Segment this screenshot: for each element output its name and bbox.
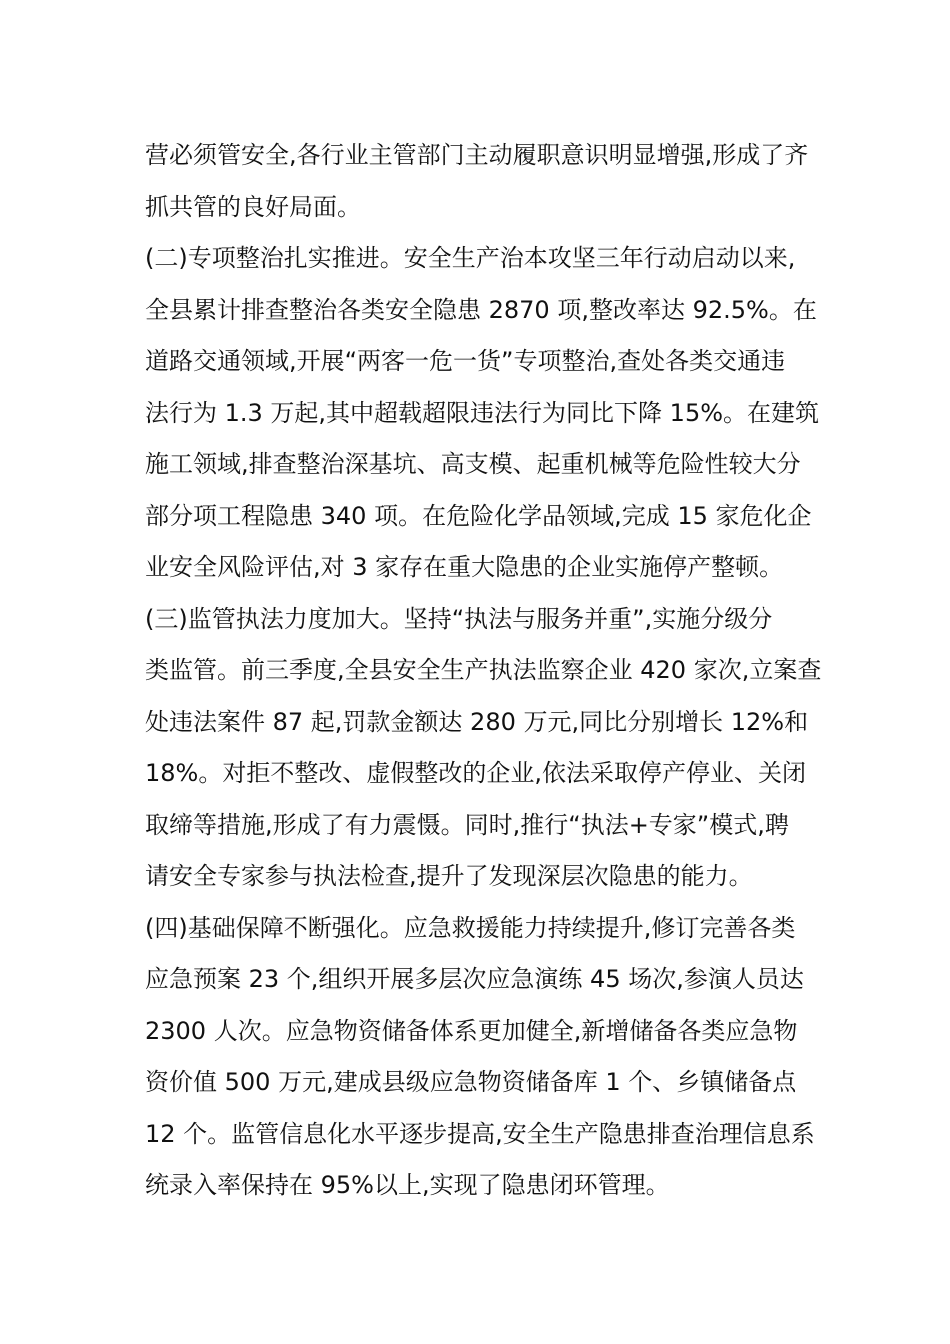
text-line: 12 个。监管信息化水平逐步提高,安全生产隐患排查治理信息系 bbox=[145, 1119, 815, 1148]
text-line: 取缔等措施,形成了有力震慑。同时,推行“执法+专家”模式,聘 bbox=[145, 810, 789, 839]
document-body bbox=[145, 130, 822, 1212]
text-line: 抓共管的良好局面。 bbox=[145, 192, 361, 221]
text-line: 处违法案件 87 起,罚款金额达 280 万元,同比分别增长 12%和 bbox=[145, 707, 809, 736]
text-line: 道路交通领域,开展“两客一危一货”专项整治,查处各类交通违 bbox=[145, 347, 786, 375]
text-line: 施工领域,排查整治深基坑、高支模、起重机械等危险性较大分 bbox=[145, 450, 801, 478]
section-heading-line: (三)监管执法力度加大。坚持“执法与服务并重”,实施分级分 bbox=[145, 604, 773, 633]
text-line: 营必须管安全,各行业主管部门主动履职意识明显增强,形成了齐 bbox=[145, 141, 809, 169]
text-line: 应急预案 23 个,组织开展多层次应急演练 45 场次,参演人员达 bbox=[145, 965, 804, 993]
text-line: 资价值 500 万元,建成县级应急物资储备库 1 个、乡镇储备点 bbox=[145, 1068, 797, 1096]
text-line: 部分项工程隐患 340 项。在危险化学品领域,完成 15 家危化企 bbox=[145, 501, 812, 530]
text-line: 统录入率保持在 95%以上,实现了隐患闭环管理。 bbox=[145, 1171, 670, 1199]
text-line: 2300 人次。应急物资储备体系更加健全,新增储备各类应急物 bbox=[145, 1016, 798, 1045]
text-line: 全县累计排查整治各类安全隐患 2870 项,整改率达 92.5%。在 bbox=[145, 295, 817, 324]
text-line: 18%。对拒不整改、虚假整改的企业,依法采取停产停业、关闭 bbox=[145, 759, 806, 787]
section-heading-line: (二)专项整治扎实推进。安全生产治本攻坚三年行动启动以来, bbox=[145, 244, 796, 272]
text-line: 业安全风险评估,对 3 家存在重大隐患的企业实施停产整顿。 bbox=[145, 553, 784, 581]
text-line: 请安全专家参与执法检查,提升了发现深层次隐患的能力。 bbox=[145, 862, 753, 890]
text-line: 类监管。前三季度,全县安全生产执法监察企业 420 家次,立案查 bbox=[145, 656, 822, 684]
section-heading-line: (四)基础保障不断强化。应急救援能力持续提升,修订完善各类 bbox=[145, 913, 796, 942]
text-line: 法行为 1.3 万起,其中超载超限违法行为同比下降 15%。在建筑 bbox=[145, 398, 820, 427]
